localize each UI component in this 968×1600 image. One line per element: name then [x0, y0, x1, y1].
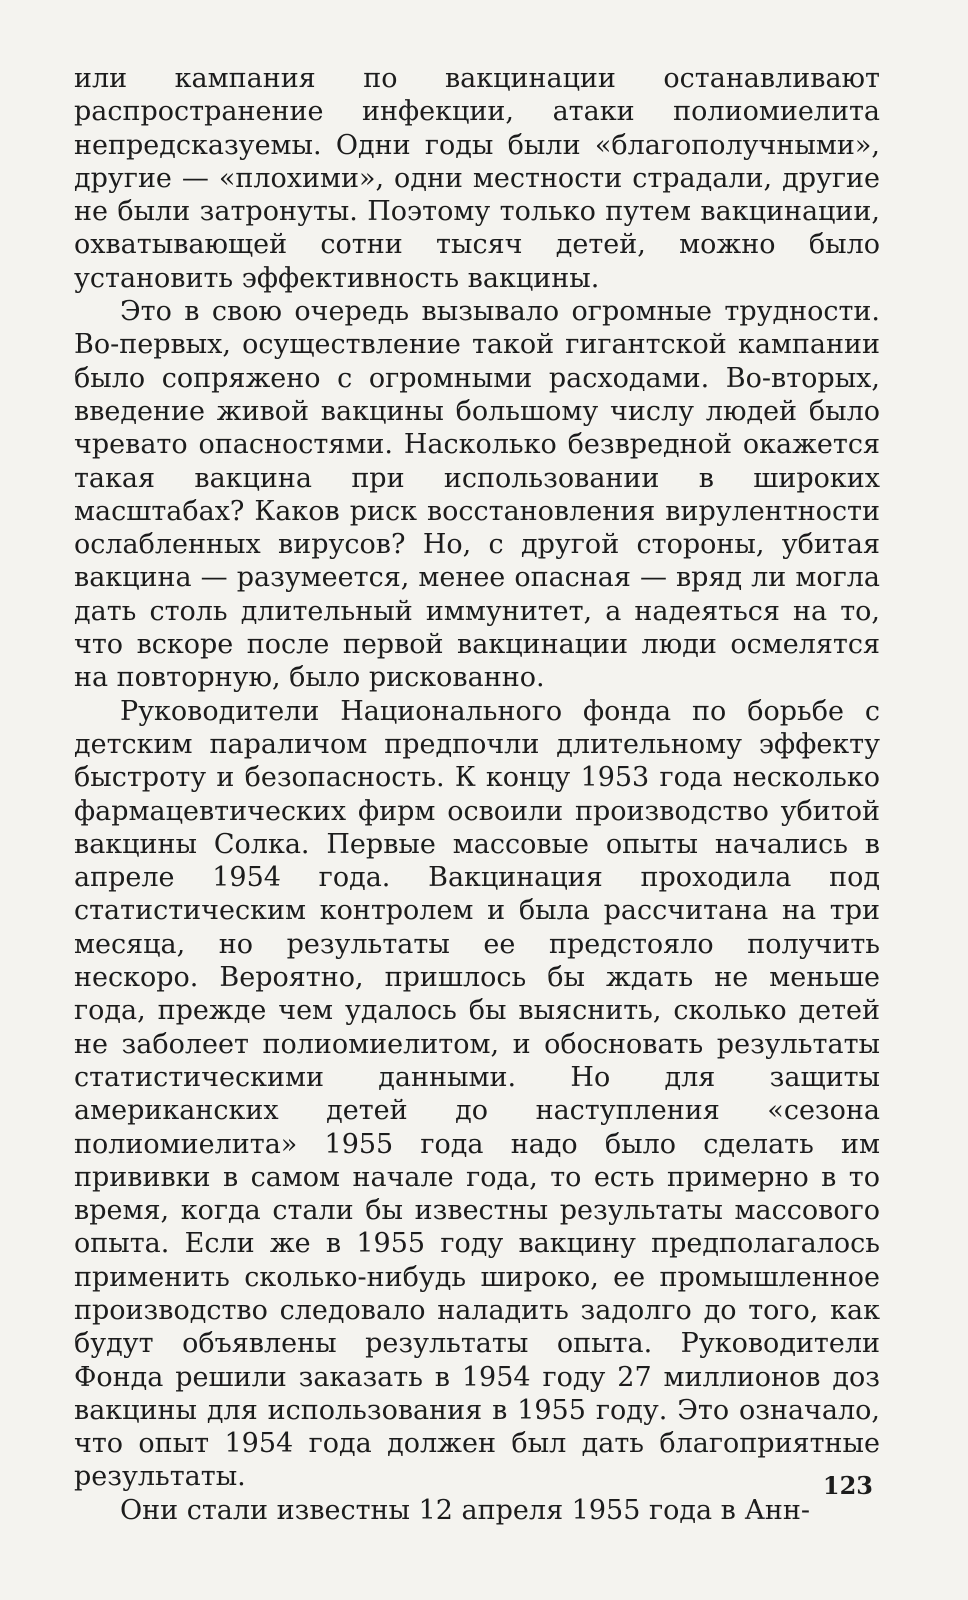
page-body — [74, 62, 880, 1527]
page-number: 123 — [822, 1471, 873, 1500]
paragraph-1: или кампания по вакцинации останавливают распространение инфекции, атаки полиомиелита непредсказуемы. Одни годы были «благополучными», другие — «плохими», одни местности страдали, другие не были затронуты. Поэтому только путем вакцинации, охватывающей сотни тысяч детей, можно было установить эффективность вакцины. — [74, 63, 880, 294]
paragraph-3: Руководители Национального фонда по борьбе с детским параличом предпочли длительному эффекту быстроту и безопасность. К концу 1953 года несколько фармацевтических фирм освоили производство убитой вакцины Солка. Первые массовые опыты начались в апреле 1954 года. Вакцинация проходила под статистическим контролем и была рассчитана на три месяца, но результаты ее предстояло получить нескоро. Вероятно, пришлось бы ждать не меньше года, прежде чем удалось бы выяснить, сколько детей не заболеет полиомиелитом, и обосновать результаты статистическими данными. Но для защиты американских детей до наступления «сезона полиомиелита» 1955 года надо было сделать им прививки в самом начале года, то есть примерно в то время, когда стали бы известны результаты массового опыта. Если же в 1955 году вакцину предполагалось применить сколько-нибудь широко, ее промышленное производство следовало наладить задолго до того, как будут объявлены результаты опыта. Руководители Фонда решили заказать в 1954 году 27 миллионов доз вакцины для использования в 1955 году. Это означало, что опыт 1954 года должен был дать благоприятные результаты. — [74, 695, 880, 1493]
paragraph-4: Они стали известны 12 апреля 1955 года в Анн- — [120, 1494, 811, 1526]
paragraph-2: Это в свою очередь вызывало огромные трудности. Во-первых, осуществление такой гигантской кампании было сопряжено с огромными расходами. Во-вторых, введение живой вакцины большому числу людей было чревато опасностями. Насколько безвредной окажется такая вакцина при использовании в широких масштабах? Каков риск восстановления вирулентности ослабленных вирусов? Но, с другой стороны, убитая вакцина — разумеется, менее опасная — вряд ли могла дать столь длительный иммунитет, а надеяться на то, что вскоре после первой вакцинации люди осмелятся на повторную, было рискованно. — [74, 296, 880, 694]
